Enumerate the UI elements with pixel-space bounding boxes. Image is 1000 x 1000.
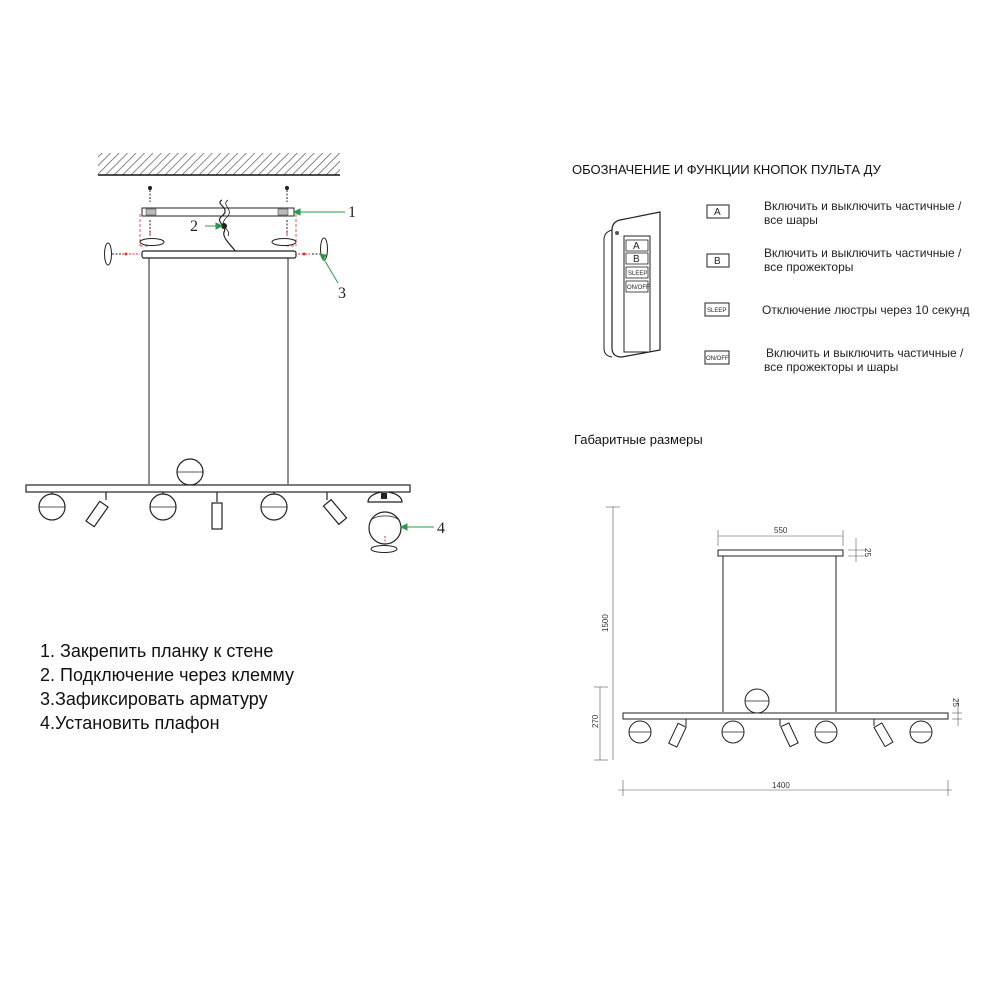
dim-fixture-height: 270	[591, 714, 600, 728]
step-3: 3.Зафиксировать арматуру	[40, 689, 268, 709]
detached-globe	[369, 512, 401, 544]
callout-4: 4	[437, 520, 445, 537]
button-key-sleep	[705, 303, 729, 316]
remote-section	[572, 162, 970, 374]
svg-text:A: A	[714, 207, 721, 218]
dim-canopy	[718, 550, 843, 556]
dimensions-title: Габаритные размеры	[574, 432, 703, 447]
canopy-bar	[142, 251, 296, 258]
dim-canopy-height: 25	[863, 548, 872, 557]
step-2: 2. Подключение через клемму	[40, 665, 294, 685]
remote-label-b: B	[633, 254, 640, 265]
canopy-cup-left	[140, 239, 164, 246]
remote-title: ОБОЗНАЧЕНИЕ И ФУНКЦИИ КНОПОК ПУЛЬТА ДУ	[572, 162, 881, 177]
svg-text:B: B	[714, 256, 721, 267]
button-key-onoff	[705, 351, 729, 364]
ceiling-hatch	[98, 153, 340, 175]
desc-b-line2: все прожекторы	[764, 260, 854, 274]
step-1: 1. Закрепить планку к стене	[40, 641, 274, 661]
svg-text:SLEEP: SLEEP	[707, 308, 727, 314]
button-key-a	[707, 205, 729, 218]
callout-3: 3	[338, 285, 346, 302]
dim-canopy-width: 550	[774, 526, 788, 535]
ceiling-screws	[148, 186, 288, 202]
dim-bar-height: 25	[951, 698, 960, 707]
desc-b-line1: Включить и выключить частичные /	[764, 246, 962, 260]
dim-total-width: 1400	[772, 781, 790, 790]
globe-cup	[371, 546, 397, 553]
remote-label-sleep: SLEEP	[628, 271, 648, 277]
canopy-cup-right	[272, 239, 296, 246]
dim-total-height: 1500	[601, 614, 610, 632]
spotlights	[86, 492, 347, 529]
fixture-bar	[26, 485, 410, 492]
svg-text:ON/OFF: ON/OFF	[706, 356, 729, 362]
callout-2: 2	[190, 218, 198, 235]
desc-onoff-line1: Включить и выключить частичные /	[766, 346, 964, 360]
remote-label-onoff: ON/OFF	[627, 285, 650, 291]
dimensions-section	[574, 432, 962, 796]
button-key-b	[707, 254, 729, 267]
installation-diagram	[26, 153, 445, 553]
step-4: 4.Установить плафон	[40, 713, 220, 733]
callout-1: 1	[348, 204, 356, 221]
dim-bar	[623, 713, 948, 719]
globe-lights	[39, 492, 287, 520]
remote-label-a: A	[633, 241, 640, 252]
desc-a-line1: Включить и выключить частичные /	[764, 199, 962, 213]
desc-onoff-line2: все прожекторы и шары	[764, 360, 899, 374]
side-screw-left	[105, 243, 141, 265]
mounting-plate	[142, 208, 294, 216]
desc-a-line2: все шары	[764, 213, 818, 227]
desc-sleep: Отключение люстры через 10 секунд	[762, 303, 970, 317]
